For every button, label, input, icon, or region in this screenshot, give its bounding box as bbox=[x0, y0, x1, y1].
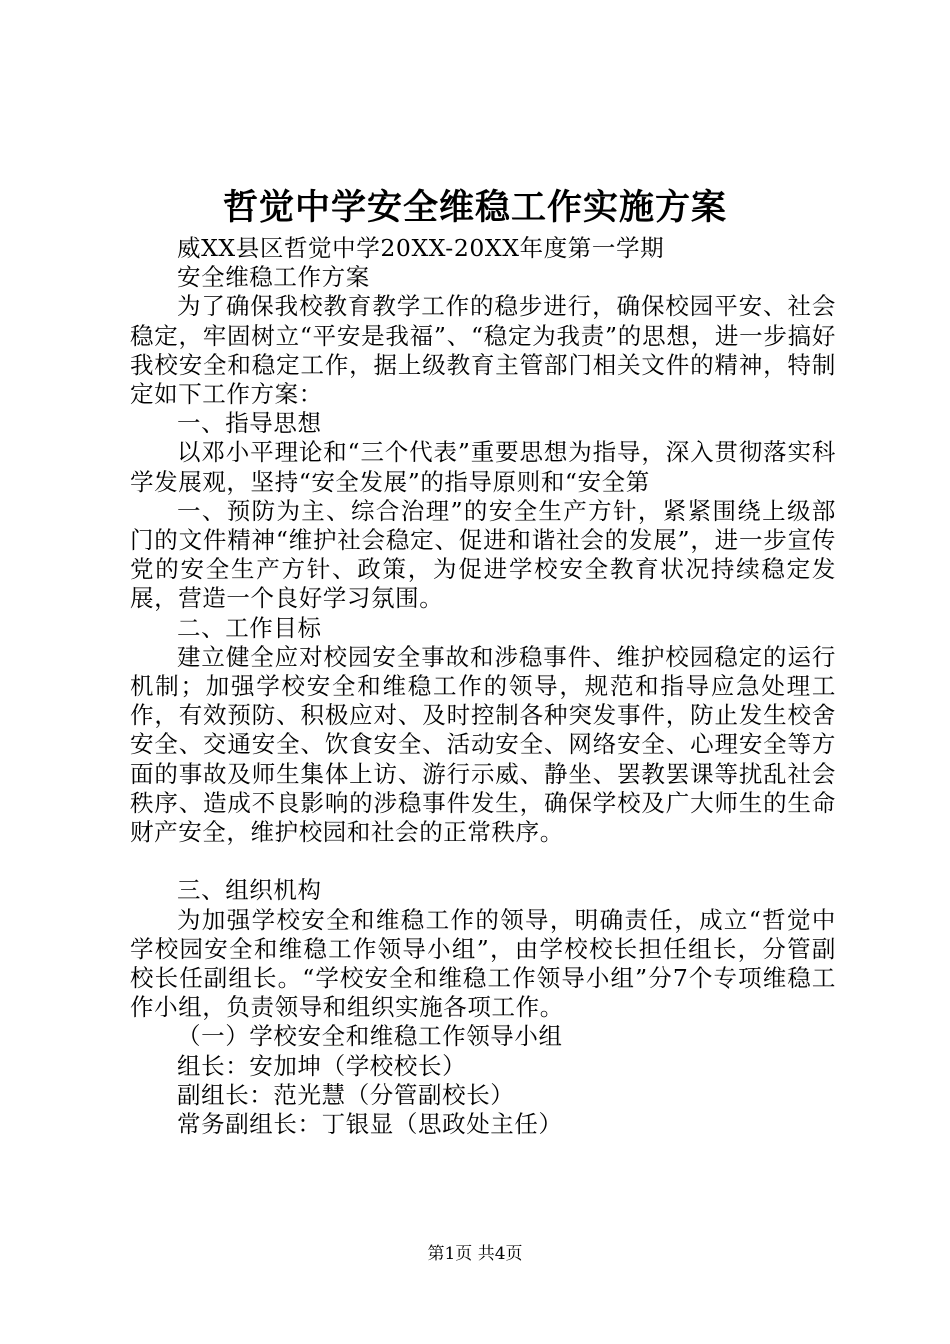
paragraph-organization: 为加强学校安全和维稳工作的领导，明确责任，成立“哲觉中学校园安全和维稳工作领导小组”，由学校校长担任组长，分管副校长任副组长。“学校安全和维稳工作领导小组”分7个专项维稳工作小组，负责领导和组织实施各项工作。 bbox=[130, 905, 836, 1022]
paragraph-plan-name: 安全维稳工作方案 bbox=[177, 263, 370, 292]
member-executive-deputy: 常务副组长：丁银显（思政处主任） bbox=[177, 1110, 563, 1139]
document-body bbox=[130, 234, 836, 1139]
heading-work-goals: 二、工作目标 bbox=[177, 613, 322, 642]
member-leader: 组长：安加坤（学校校长） bbox=[177, 1051, 467, 1080]
paragraph-work-goals: 建立健全应对校园安全事故和涉稳事件、维护校园稳定的运行机制；加强学校安全和维稳工作的领导，规范和指导应急处理工作，有效预防、积极应对、及时控制各种突发事件，防止发生校舍安全、交通安全、饮食安全、活动安全、网络安全、心理安全等方面的事故及师生集体上访、游行示威、静坐、罢教罢课等扰乱社会秩序、造成不良影响的涉稳事件发生，确保学校及广大师生的生命财产安全，维护校园和社会的正常秩序。 bbox=[130, 642, 836, 847]
member-deputy-leader: 副组长：范光慧（分管副校长） bbox=[177, 1080, 515, 1109]
paragraph-safety-policy: 一、预防为主、综合治理”的安全生产方针，紧紧围绕上级部门的文件精神“维护社会稳定、促进和谐社会的发展”，进一步宣传党的安全生产方针、政策，为促进学校安全教育状况持续稳定发展，营造一个良好学习氛围。 bbox=[130, 496, 836, 613]
paragraph-intro: 为了确保我校教育教学工作的稳步进行，确保校园平安、社会稳定，牢固树立“平安是我福”、“稳定为我责”的思想，进一步搞好我校安全和稳定工作，据上级教育主管部门相关文件的精神，特制定如下工作方案： bbox=[130, 292, 836, 409]
document-title: 哲觉中学安全维稳工作实施方案 bbox=[222, 187, 727, 228]
page-number: 第1页 共4页 bbox=[427, 1244, 523, 1264]
paragraph-guiding-thought: 以邓小平理论和“三个代表”重要思想为指导，深入贯彻落实科学发展观，坚持“安全发展”的指导原则和“安全第 bbox=[130, 438, 836, 496]
heading-guiding-thought: 一、指导思想 bbox=[177, 409, 322, 438]
heading-leading-group: （一）学校安全和维稳工作领导小组 bbox=[177, 1022, 563, 1051]
paragraph-school-term: 威XX县区哲觉中学20XX-20XX年度第一学期 bbox=[177, 234, 665, 262]
heading-organization: 三、组织机构 bbox=[177, 876, 322, 905]
paragraph-spacer bbox=[130, 847, 836, 876]
